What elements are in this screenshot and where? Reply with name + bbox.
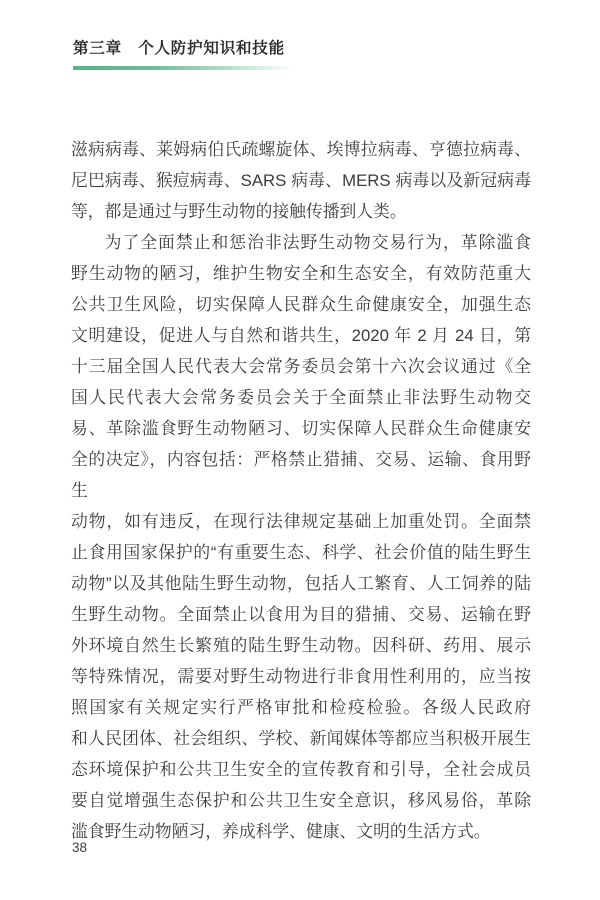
text-line: 止食用国家保护的“有重要生态、科学、社会价值的陆生野生 <box>71 543 531 562</box>
text-line: 国人民代表大会常务委员会关于全面禁止非法野生动物交 <box>71 388 531 407</box>
text-line: 滥食野生动物陋习，养成科学、健康、文明的生活方式。 <box>71 822 491 841</box>
text-line: 外环境自然生长繁殖的陆生野生动物。因科研、药用、展示 <box>71 636 531 655</box>
text-line: 尼巴病毒、猴痘病毒、SARS 病毒、MERS 病毒以及新冠病毒 <box>71 171 531 190</box>
text-line: 易、革除滥食野生动物陋习、切实保障人民群众生命健康安 <box>71 419 531 438</box>
text-line: 动物，如有违反，在现行法律规定基础上加重处罚。全面禁 <box>71 512 531 531</box>
header-accent-rule <box>73 66 295 70</box>
text-line: 等，都是通过与野生动物的接触传播到人类。 <box>71 202 407 221</box>
text-line: 照国家有关规定实行严格审批和检疫检验。各级人民政府 <box>71 698 531 717</box>
text-line: 十三届全国人民代表大会常务委员会第十六次会议通过《全 <box>71 357 531 376</box>
text-line: 生野生动物。全面禁止以食用为目的猎捕、交易、运输在野 <box>71 605 531 624</box>
text-line: 要自觉增强生态保护和公共卫生安全意识，移风易俗，革除 <box>71 791 531 810</box>
text-line: 等特殊情况，需要对野生动物进行非食用性利用的，应当按 <box>71 667 531 686</box>
text-line: 公共卫生风险，切实保障人民群众生命健康安全，加强生态 <box>71 295 531 314</box>
body-text <box>71 134 531 847</box>
text-line: 文明建设，促进人与自然和谐共生，2020 年 2 月 24 日，第 <box>71 326 531 345</box>
chapter-title: 第三章 个人防护知识和技能 <box>73 40 285 57</box>
chapter-header <box>73 36 285 58</box>
text-line: 野生动物的陋习，维护生物安全和生态安全，有效防范重大 <box>71 264 531 283</box>
text-line: 态环境保护和公共卫生安全的宣传教育和引导，全社会成员 <box>71 760 531 779</box>
text-line: 滋病病毒、莱姆病伯氏疏螺旋体、埃博拉病毒、亨德拉病毒、 <box>71 140 531 159</box>
text-line: 全的决定》，内容包括：严格禁止猎捕、交易、运输、食用野生 <box>71 450 531 500</box>
text-line: 动物”以及其他陆生野生动物，包括人工繁育、人工饲养的陆 <box>71 574 531 593</box>
text-line: 为了全面禁止和惩治非法野生动物交易行为，革除滥食 <box>104 233 531 252</box>
text-line: 和人民团体、社会组织、学校、新闻媒体等都应当积极开展生 <box>71 729 531 748</box>
page-number: 38 <box>72 840 88 855</box>
